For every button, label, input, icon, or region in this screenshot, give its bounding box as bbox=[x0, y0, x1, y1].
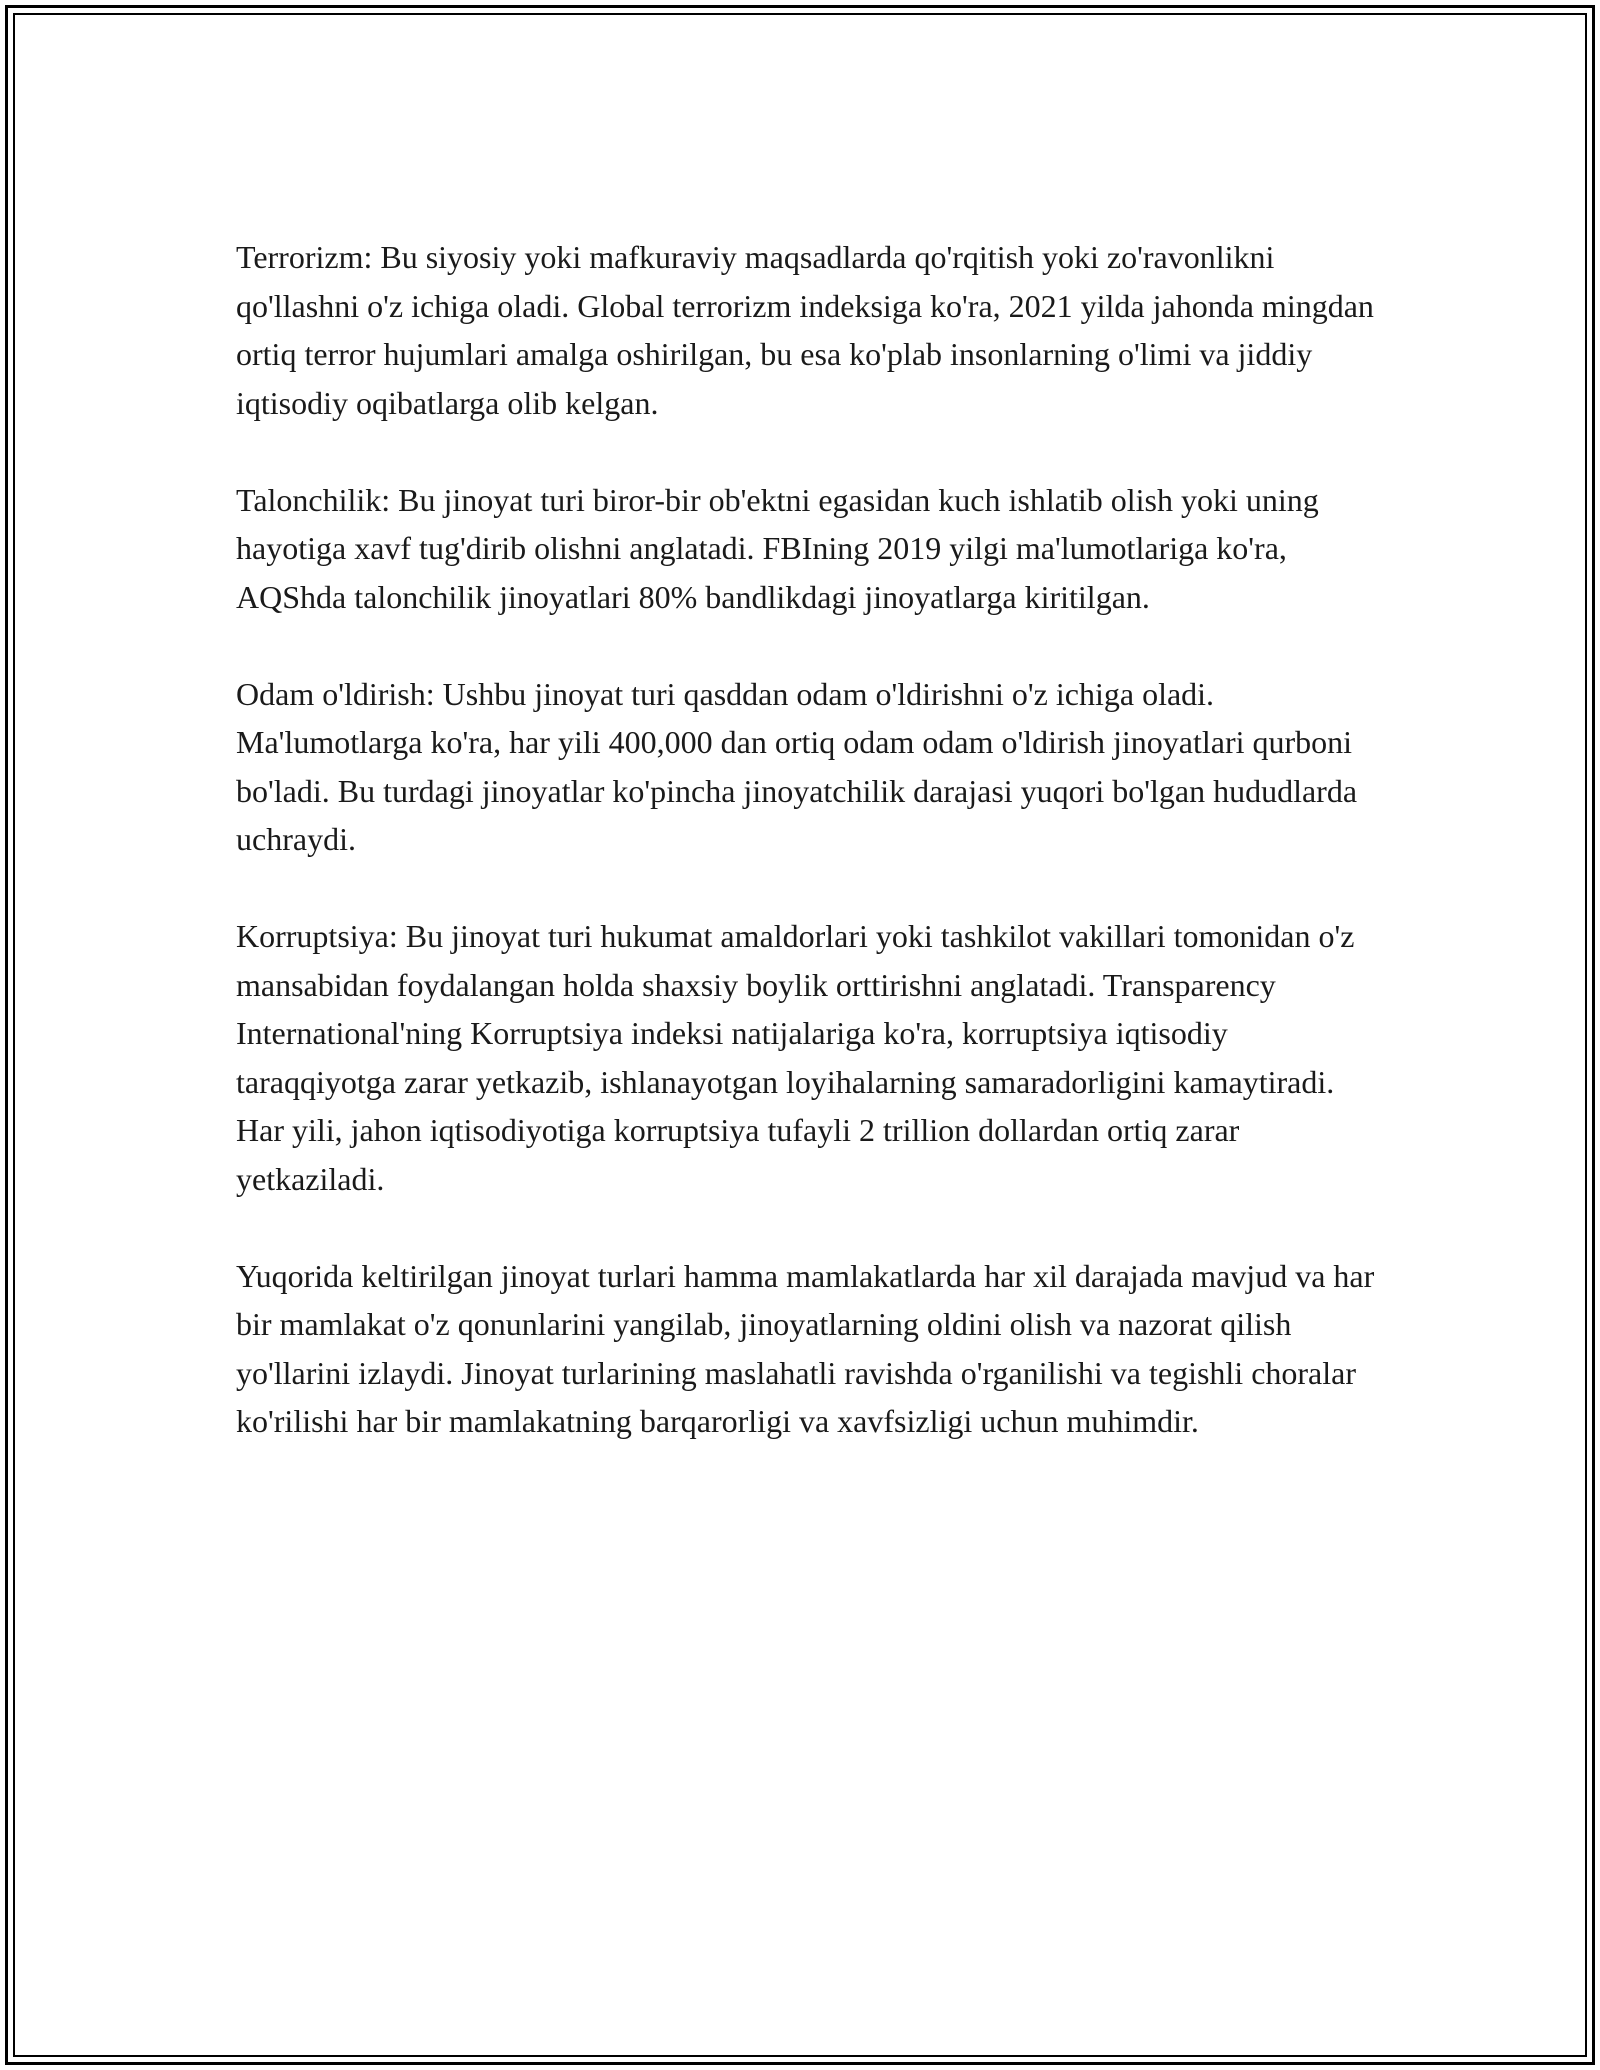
paragraph-corruption: Korruptsiya: Bu jinoyat turi hukumat amaldorlari yoki tashkilot vakillari tomonidan o'z mansabidan foydalangan holda shaxsiy boylik orttirishni anglatadi. Transparency International'ning Korruptsiya indeksi natijalariga ko'ra, korruptsiya iqtisodiy taraqqiyotga zarar yetkazib, ishlanayotgan loyihalarning samaradorligini kamaytiradi. Har yili, jahon iqtisodiyotiga korruptsiya tufayli 2 trillion dollardan ortiq zarar yetkaziladi. bbox=[236, 918, 1355, 1197]
paragraph-terrorism: Terrorizm: Bu siyosiy yoki mafkuraviy maqsadlarda qo'rqitish yoki zo'ravonlikni qo'llashni o'z ichiga oladi. Global terrorizm indeksiga ko'ra, 2021 yilda jahonda mingdan ortiq terror hujumlari amalga oshirilgan, bu esa ko'plab insonlarning o'limi va jiddiy iqtisodiy oqibatlarga olib kelgan. bbox=[236, 239, 1374, 421]
paragraph-robbery: Talonchilik: Bu jinoyat turi biror-bir ob'ektni egasidan kuch ishlatib olish yoki uning hayotiga xavf tug'dirib olishni anglatadi. FBIning 2019 yilgi ma'lumotlariga ko'ra, AQShda talonchilik jinoyatlari 80% bandlikdagi jinoyatlarga kiritilgan. bbox=[236, 481, 1319, 615]
document-body bbox=[236, 233, 1376, 1494]
paragraph-conclusion: Yuqorida keltirilgan jinoyat turlari hamma mamlakatlarda har xil darajada mavjud va har bir mamlakat o'z qonunlarini yangilab, jinoyatlarning oldini olish va nazorat qilish yo'llarini izlaydi. Jinoyat turlarining maslahatli ravishda o'rganilishi va tegishli choralar ko'rilishi har bir mamlakatning barqarorligi va xavfsizligi uchun muhimdir. bbox=[236, 1257, 1375, 1439]
paragraph-homicide: Odam o'ldirish: Ushbu jinoyat turi qasddan odam o'ldirishni o'z ichiga oladi. Ma'lumotlarga ko'ra, har yili 400,000 dan ortiq odam odam o'ldirish jinoyatlari qurboni bo'ladi. Bu turdagi jinoyatlar ko'pincha jinoyatchilik darajasi yuqori bo'lgan hududlarda uchraydi. bbox=[236, 675, 1358, 857]
